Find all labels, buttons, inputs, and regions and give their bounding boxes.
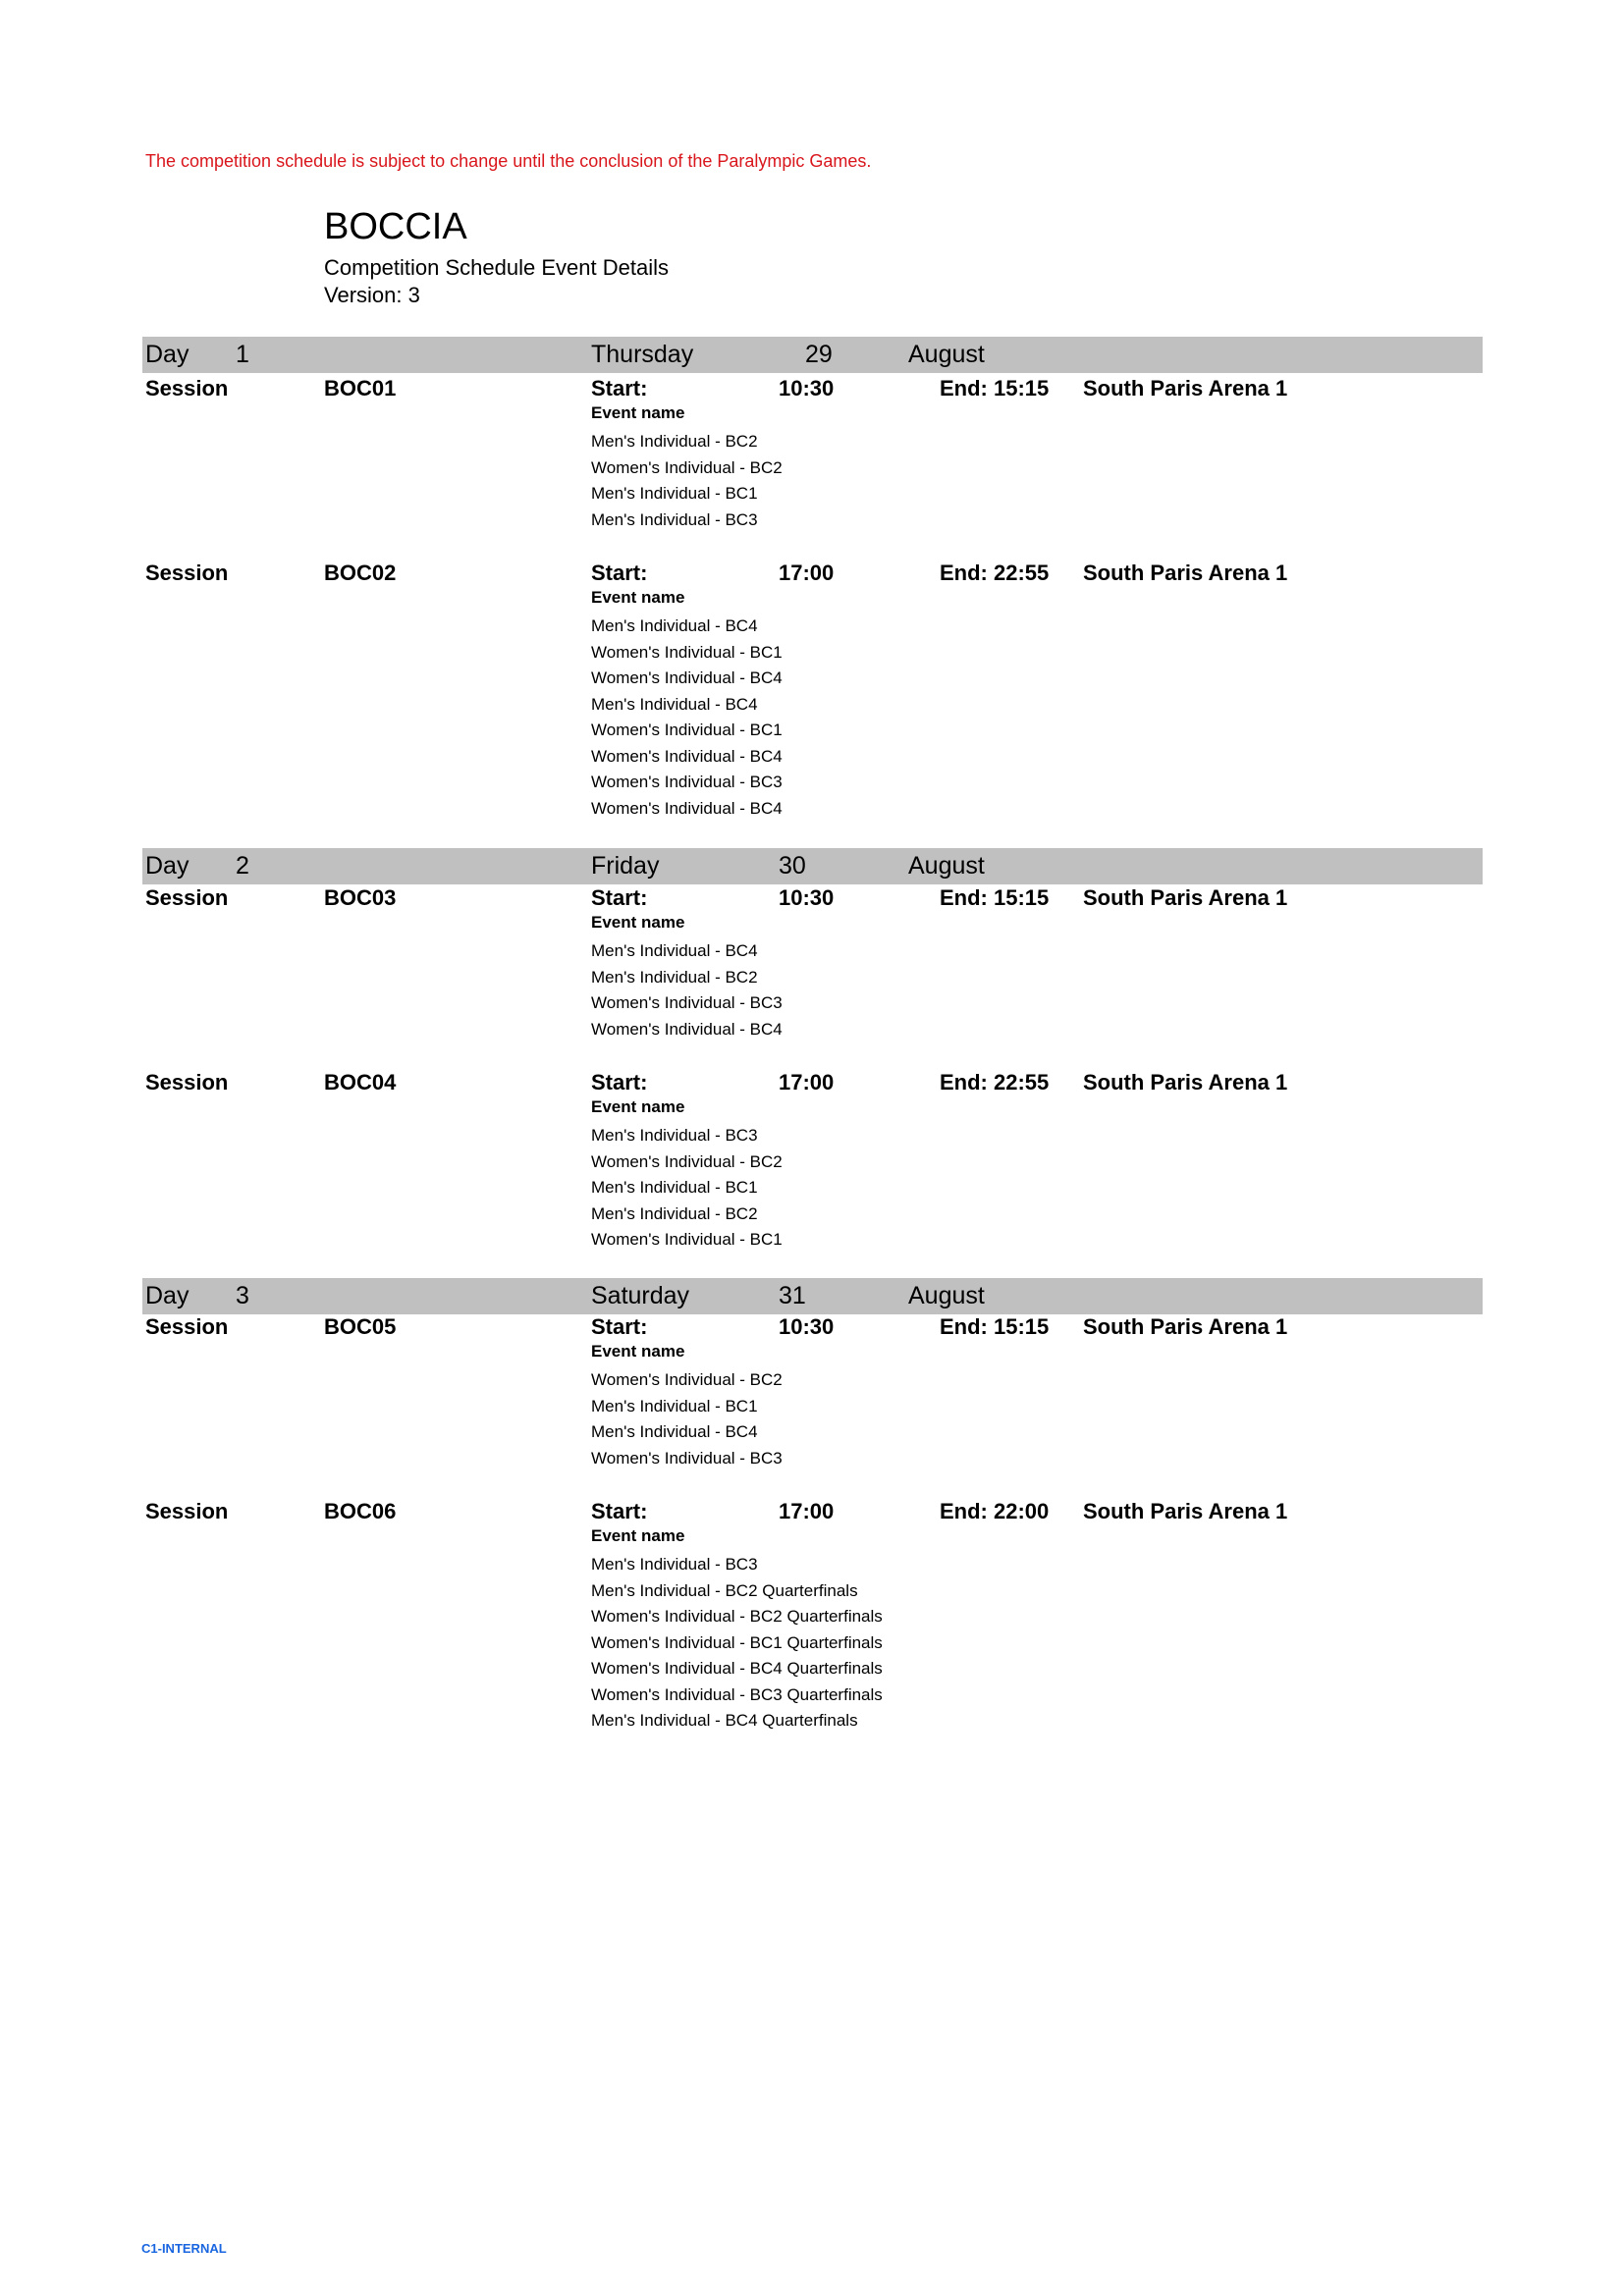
day-label: Day — [145, 852, 189, 880]
event-item: Women's Individual - BC4 — [591, 668, 783, 687]
day-date: 31 — [779, 1282, 806, 1309]
day-label: Day — [145, 1282, 189, 1309]
event-list — [591, 1552, 883, 1735]
session-code: BOC06 — [324, 1499, 397, 1523]
event-name-header: Event name — [591, 403, 685, 422]
event-item: Women's Individual - BC1 — [591, 721, 783, 739]
session-label: Session — [145, 1314, 229, 1339]
venue: South Paris Arena 1 — [1083, 1070, 1288, 1095]
event-item: Men's Individual - BC4 — [591, 694, 758, 714]
session-label: Session — [145, 885, 229, 910]
session-code: BOC02 — [324, 561, 397, 585]
event-item: Women's Individual - BC1 — [591, 1230, 783, 1249]
session-code: BOC05 — [324, 1314, 397, 1339]
end-time: End: 15:15 — [940, 885, 1050, 910]
day-weekday: Friday — [591, 852, 660, 880]
page-title: BOCCIA — [324, 206, 467, 247]
event-item: Men's Individual - BC2 — [591, 967, 758, 987]
session-block — [0, 1070, 1624, 1249]
end-time: End: 15:15 — [940, 376, 1050, 400]
session-label: Session — [145, 1499, 229, 1523]
day-label: Day — [145, 341, 189, 368]
event-name-header: Event name — [591, 1526, 685, 1545]
event-item: Men's Individual - BC2 — [591, 1203, 758, 1223]
start-time: 10:30 — [779, 885, 835, 910]
event-item: Men's Individual - BC2 Quarterfinals — [591, 1580, 858, 1600]
event-item: Women's Individual - BC1 — [591, 642, 783, 662]
event-item: Women's Individual - BC4 Quarterfinals — [591, 1659, 883, 1678]
event-name-header: Event name — [591, 1097, 685, 1116]
session-block — [0, 885, 1624, 1039]
start-label: Start: — [591, 1314, 648, 1339]
start-label: Start: — [591, 885, 648, 910]
start-label: Start: — [591, 376, 648, 400]
event-item: Women's Individual - BC4 — [591, 798, 783, 818]
session-label: Session — [145, 561, 229, 585]
end-time: End: 22:00 — [940, 1499, 1050, 1523]
session-code: BOC01 — [324, 376, 397, 400]
event-item: Men's Individual - BC1 — [591, 1178, 758, 1197]
event-name-header: Event name — [591, 1342, 685, 1361]
session-block — [0, 1499, 1624, 1730]
event-item: Men's Individual - BC3 — [591, 1555, 758, 1574]
event-item: Women's Individual - BC4 — [591, 746, 783, 766]
event-item: Women's Individual - BC2 — [591, 457, 783, 477]
venue: South Paris Arena 1 — [1083, 1499, 1288, 1523]
day-header — [142, 337, 1483, 373]
event-list — [591, 1123, 783, 1254]
session-code: BOC04 — [324, 1070, 397, 1095]
session-block — [0, 1314, 1624, 1468]
event-item: Men's Individual - BC3 — [591, 509, 758, 529]
venue: South Paris Arena 1 — [1083, 561, 1288, 585]
end-time: End: 22:55 — [940, 561, 1050, 585]
schedule-change-notice: The competition schedule is subject to change until the conclusion of the Paralympic Games. — [145, 151, 872, 171]
venue: South Paris Arena 1 — [1083, 885, 1288, 910]
start-label: Start: — [591, 1070, 648, 1095]
venue: South Paris Arena 1 — [1083, 376, 1288, 400]
day-month: August — [908, 852, 985, 880]
classification-footer: C1-INTERNAL — [141, 2241, 227, 2256]
event-item: Men's Individual - BC4 Quarterfinals — [591, 1711, 858, 1730]
day-weekday: Thursday — [591, 341, 694, 368]
end-time: End: 15:15 — [940, 1314, 1050, 1339]
event-item: Men's Individual - BC4 — [591, 616, 758, 635]
event-item: Men's Individual - BC1 — [591, 1396, 758, 1415]
event-item: Women's Individual - BC3 — [591, 993, 783, 1012]
venue: South Paris Arena 1 — [1083, 1314, 1288, 1339]
event-item: Women's Individual - BC2 Quarterfinals — [591, 1607, 883, 1626]
day-number: 3 — [236, 1282, 249, 1309]
session-label: Session — [145, 1070, 229, 1095]
event-item: Men's Individual - BC4 — [591, 941, 758, 960]
day-date: 29 — [805, 341, 833, 368]
event-item: Women's Individual - BC2 — [591, 1151, 783, 1171]
start-time: 10:30 — [779, 376, 835, 400]
start-label: Start: — [591, 561, 648, 585]
day-month: August — [908, 341, 985, 368]
event-name-header: Event name — [591, 588, 685, 607]
day-number: 2 — [236, 852, 249, 880]
event-item: Women's Individual - BC2 — [591, 1370, 783, 1389]
event-item: Men's Individual - BC3 — [591, 1126, 758, 1145]
start-time: 17:00 — [779, 1499, 835, 1523]
event-list — [591, 614, 783, 822]
event-list — [591, 1367, 783, 1471]
day-date: 30 — [779, 852, 806, 880]
day-header — [142, 1278, 1483, 1314]
version-label: Version: 3 — [324, 283, 420, 307]
session-code: BOC03 — [324, 885, 397, 910]
session-block — [0, 561, 1624, 818]
day-weekday: Saturday — [591, 1282, 690, 1309]
day-header — [142, 848, 1483, 884]
event-item: Women's Individual - BC3 — [591, 773, 783, 791]
end-time: End: 22:55 — [940, 1070, 1050, 1095]
start-time: 10:30 — [779, 1314, 835, 1339]
start-label: Start: — [591, 1499, 648, 1523]
event-item: Women's Individual - BC3 Quarterfinals — [591, 1684, 883, 1704]
event-item: Men's Individual - BC1 — [591, 484, 758, 503]
event-item: Men's Individual - BC4 — [591, 1422, 758, 1441]
day-month: August — [908, 1282, 985, 1309]
event-item: Women's Individual - BC4 — [591, 1019, 783, 1039]
event-item: Men's Individual - BC2 — [591, 432, 758, 451]
start-time: 17:00 — [779, 561, 835, 585]
event-name-header: Event name — [591, 913, 685, 932]
day-number: 1 — [236, 341, 249, 368]
start-time: 17:00 — [779, 1070, 835, 1095]
event-list — [591, 429, 783, 533]
page-subtitle: Competition Schedule Event Details — [324, 255, 669, 280]
session-label: Session — [145, 376, 229, 400]
event-item: Women's Individual - BC3 — [591, 1448, 783, 1468]
event-list — [591, 938, 783, 1042]
session-block — [0, 376, 1624, 529]
event-item: Women's Individual - BC1 Quarterfinals — [591, 1632, 883, 1652]
